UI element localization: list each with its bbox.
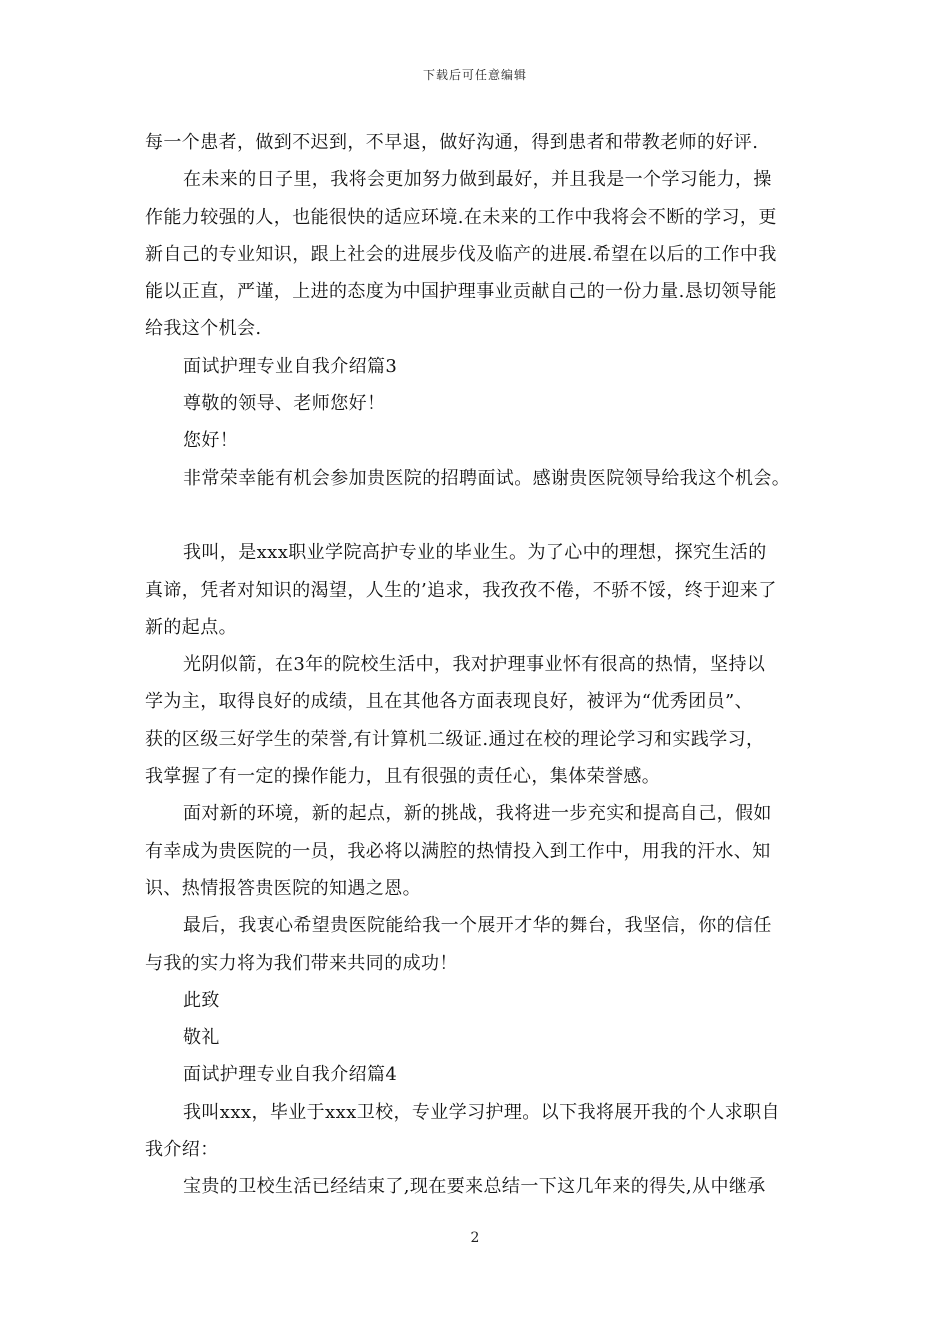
section-heading: 面试护理专业自我介绍篇4 [183, 1064, 398, 1086]
body-line: 在未来的日子里，我将会更加努力做到最好，并且我是一个学习能力，操 [183, 169, 772, 191]
body-line: 光阴似箭，在3年的院校生活中，我对护理事业怀有很高的热情，坚持以 [183, 654, 766, 676]
body-line: 新的起点。 [145, 616, 237, 638]
body-line: 学为主，取得良好的成绩，且在其他各方面表现良好，被评为“优秀团员”、 [145, 691, 754, 713]
section-heading: 面试护理专业自我介绍篇3 [183, 355, 398, 377]
body-line: 获的区级三好学生的荣誉,有计算机二级证.通过在校的理论学习和实践学习， [145, 728, 765, 750]
document-body [145, 124, 825, 1206]
closing-line: 此致 [183, 989, 220, 1011]
body-line: 最后，我衷心希望贵医院能给我一个展开才华的舞台，我坚信，你的信任 [183, 915, 772, 937]
body-line: 面对新的环境，新的起点，新的挑战，我将进一步充实和提高自己，假如 [183, 803, 772, 825]
greeting: 您好！ [183, 430, 239, 452]
page-header: 下载后可任意编辑 [422, 68, 527, 82]
body-line: 每一个患者，做到不迟到，不早退，做好沟通，得到患者和带教老师的好评. [145, 132, 759, 153]
closing-line: 敬礼 [183, 1027, 220, 1049]
body-line: 我掌握了有一定的操作能力，且有很强的责任心，集体荣誉感。 [145, 766, 661, 788]
body-line: 能以正直，严谨，上进的态度为中国护理事业贡献自己的一份力量.恳切领导能 [145, 281, 777, 303]
body-line: 我叫xxx，毕业于xxx卫校，专业学习护理。以下我将展开我的个人求职自 [183, 1101, 780, 1123]
body-line: 新自己的专业知识，跟上社会的进展步伐及临产的进展.希望在以后的工作中我 [145, 243, 777, 265]
body-line: 我介绍： [145, 1139, 219, 1161]
blank-line [145, 497, 825, 534]
salutation: 尊敬的领导、老师您好！ [183, 393, 386, 415]
body-line: 有幸成为贵医院的一员，我必将以满腔的热情投入到工作中，用我的汗水、知 [145, 840, 771, 862]
body-line: 真谛，凭者对知识的渴望，人生的’追求，我孜孜不倦，不骄不馁，终于迎来了 [145, 579, 777, 601]
body-line: 宝贵的卫校生活已经结束了,现在要来总结一下这几年来的得失,从中继承 [183, 1176, 766, 1198]
body-line: 作能力较强的人，也能很快的适应环境.在未来的工作中我将会不断的学习，更 [145, 206, 777, 228]
body-line: 与我的实力将为我们带来共同的成功！ [145, 952, 458, 974]
body-line: 非常荣幸能有机会参加贵医院的招聘面试。感谢贵医院领导给我这个机会。 [183, 467, 791, 489]
page-number: 2 [470, 1230, 480, 1246]
body-line: 我叫，是xxx职业学院高护专业的毕业生。为了心中的理想，探究生活的 [183, 542, 767, 564]
body-line: 给我这个机会. [145, 318, 262, 340]
body-line: 识、热情报答贵医院的知遇之恩。 [145, 877, 421, 899]
